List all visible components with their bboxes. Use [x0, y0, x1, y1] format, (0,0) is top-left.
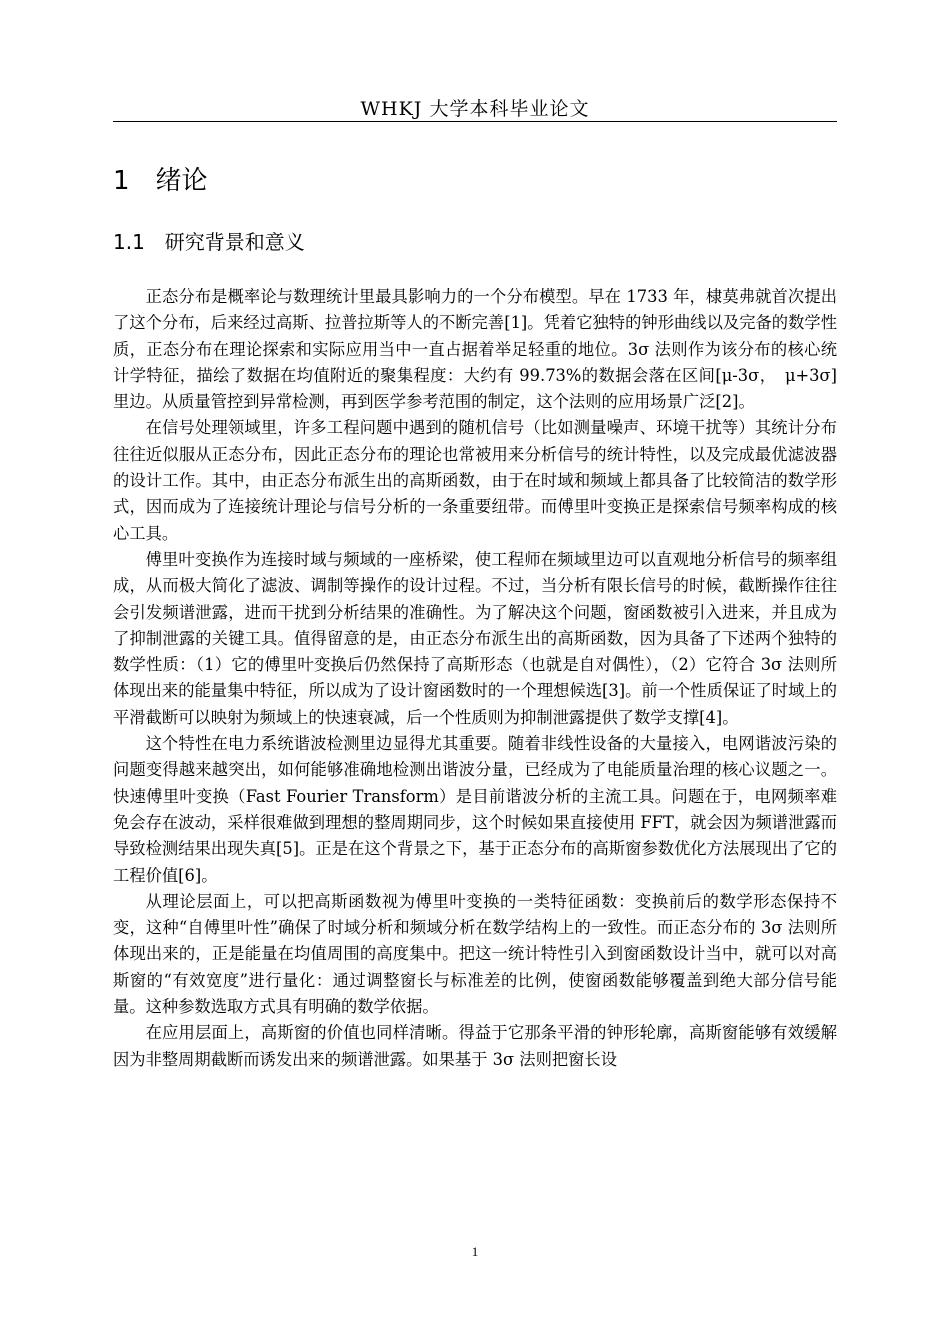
paragraph-5: 从理论层面上，可以把高斯函数视为傅里叶变换的一类特征函数：变换前后的数学形态保持不变，这种“自傅里叶性”确保了时域分析和频域分析在数学结构上的一致性。而正态分布的 3σ 法则所体现出来的，正是能量在均值周围的高度集中。把这一统计特性引入到窗函数设计当中，就可以对高斯窗的“有效宽度”进行量化：通过调整窗长与标准差的比例，使窗函数能够覆盖到绝大部分信号能量。这种参数选取方式具有明确的数学依据。	[113, 891, 837, 1017]
running-header-title: WHKJ 大学本科毕业论文	[360, 98, 590, 120]
paragraph-4: 这个特性在电力系统谐波检测里边显得尤其重要。随着非线性设备的大量接入，电网谐波污染的问题变得越来越突出，如何能够准确地检测出谐波分量，已经成为了电能质量治理的核心议题之一。快速傅里叶变换（Fast Fourier Transform）是目前谐波分析的主流工具。问题在于，电网频率难免会存在波动，采样很难做到理想的整周期同步，这个时候如果直接使用 FFT，就会因为频谱泄露而导致检测结果出现失真[5]。正是在这个背景之下，基于正态分布的高斯窗参数优化方法展现出了它的工程价值[6]。	[113, 734, 837, 885]
header-rule	[113, 121, 837, 122]
page-number: 1	[471, 1244, 479, 1259]
paragraph-3: 傅里叶变换作为连接时域与频域的一座桥梁，使工程师在频域里边可以直观地分析信号的频率组成，从而极大简化了滤波、调制等操作的设计过程。不过，当分析有限长信号的时候，截断操作往往会引发频谱泄露，进而干扰到分析结果的准确性。为了解决这个问题，窗函数被引入进来，并且成为了抑制泄露的关键工具。值得留意的是，由正态分布派生出的高斯函数，因为具备了下述两个独特的数学性质：（1）它的傅里叶变换后仍然保持了高斯形态（也就是自对偶性），（2）它符合 3σ 法则所体现出来的能量集中特征，所以成为了设计窗函数时的一个理想候选[3]。前一个性质保证了时域上的平滑截断可以映射为频域上的快速衰减，后一个性质则为抑制泄露提供了数学支撑[4]。	[113, 549, 837, 727]
paragraph-6: 在应用层面上，高斯窗的价值也同样清晰。得益于它那条平滑的钟形轮廓，高斯窗能够有效缓解因为非整周期截断而诱发出来的频谱泄露。如果基于 3σ 法则把窗长设	[113, 1023, 837, 1069]
chapter-heading: 1 绪论	[113, 166, 208, 196]
paragraph-1: 正态分布是概率论与数理统计里最具影响力的一个分布模型。早在 1733 年，棣莫弗就首次提出了这个分布，后来经过高斯、拉普拉斯等人的不断完善[1]。凭着它独特的钟形曲线以及完备的数学性质，正态分布在理论探索和实际应用当中一直占据着举足轻重的地位。3σ 法则作为该分布的核心统计学特征，描绘了数据在均值附近的聚集程度：大约有 99.73%的数据会落在区间[μ-3σ， μ+3σ]里边。从质量管控到异常检测，再到医学参考范围的制定，这个法则的应用场景广泛[2]。	[113, 287, 837, 412]
paragraph-2: 在信号处理领域里，许多工程问题中遇到的随机信号（比如测量噪声、环境干扰等）其统计分布往往近似服从正态分布，因此正态分布的理论也常被用来分析信号的统计特性，以及完成最优滤波器的设计工作。其中，由正态分布派生出的高斯函数，由于在时域和频域上都具备了比较简洁的数学形式，因而成为了连接统计理论与信号分析的一条重要纽带。而傅里叶变换正是探索信号频率构成的核心工具。	[113, 418, 837, 543]
section-heading: 1.1 研究背景和意义	[113, 230, 305, 254]
body-text	[113, 284, 837, 1073]
